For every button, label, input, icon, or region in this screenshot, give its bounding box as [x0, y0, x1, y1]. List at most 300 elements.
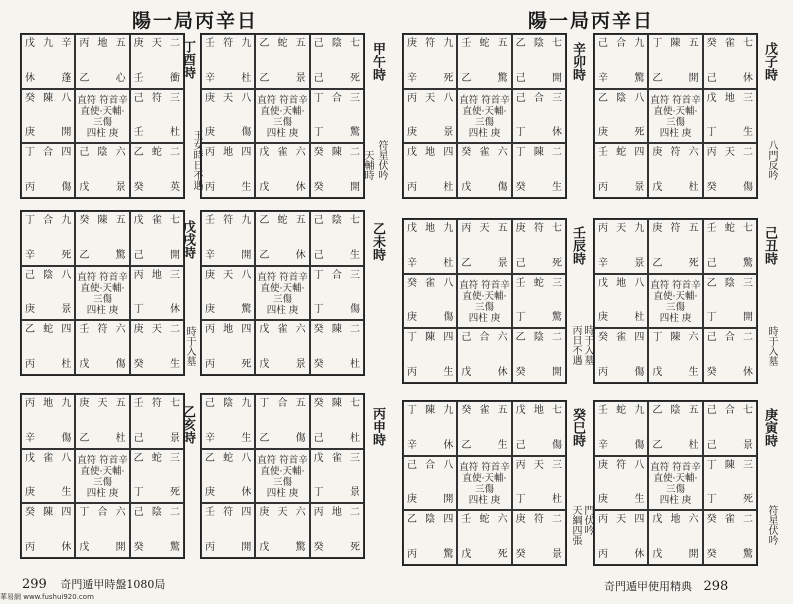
deity: 雀: [277, 147, 288, 159]
palace-cell: [201, 503, 255, 558]
deity: 陳: [533, 147, 544, 159]
earth-stem: 辛: [205, 72, 215, 84]
cell-bottom-row: [707, 312, 753, 323]
palace-cell: [310, 34, 364, 89]
palace-cell: [21, 449, 75, 504]
cell-bottom-row: [461, 367, 507, 378]
door: 杜: [349, 359, 360, 370]
heaven-stem: 壬: [205, 507, 215, 519]
cell-bottom-row: [314, 73, 360, 84]
door: 驚: [634, 72, 645, 84]
earth-stem: 戊: [652, 367, 663, 378]
cell-top-row: [205, 270, 251, 281]
center-mid-b: 辛: [691, 462, 701, 474]
earth-stem: 戊: [461, 182, 472, 193]
center-line: [76, 95, 128, 106]
earth-stem: 乙: [652, 72, 663, 84]
center-top: 直符: [650, 280, 670, 292]
palace-cell: [310, 266, 364, 321]
deity: 合: [533, 92, 544, 104]
center-line: [458, 128, 510, 139]
center-mid-b: 辛: [298, 272, 308, 284]
heaven-stem: 戊: [407, 147, 417, 159]
palace-cell: [594, 34, 648, 89]
cell-top-row: [707, 332, 753, 343]
palace-number: 六: [688, 147, 699, 159]
palace-cell: [21, 266, 75, 321]
earth-stem: 丁: [706, 127, 717, 139]
palace-cell: [512, 219, 566, 274]
palace-cell: [703, 510, 757, 565]
palace-number: 八: [443, 459, 454, 471]
deity: 地: [425, 147, 436, 159]
cell-bottom-row: [707, 440, 753, 451]
center-left: 直使: [462, 291, 482, 303]
door: 傷: [295, 432, 306, 444]
cell-bottom-row: [707, 258, 753, 269]
palace-cell: [594, 143, 648, 198]
center-bot: 四柱: [266, 488, 286, 500]
palace-number: 四: [443, 147, 454, 159]
door: 死: [61, 249, 72, 261]
center-left: 直使: [462, 106, 482, 118]
center-line: [649, 462, 701, 473]
palace-cell: [648, 219, 702, 274]
earth-stem: 癸: [313, 542, 324, 553]
label-yi-wei: 乙未時: [370, 222, 385, 261]
deity: 蛇: [616, 147, 627, 159]
center-bot-b: 庚: [681, 128, 692, 140]
center-right: 三傷: [474, 302, 494, 314]
cell-top-row: [516, 147, 562, 158]
cell-top-row: [314, 38, 360, 49]
chart-grid: [200, 393, 365, 559]
palace-cell: [310, 320, 364, 375]
palace-number: 四: [443, 332, 454, 344]
door: 傷: [497, 182, 508, 193]
door: 杜: [115, 432, 126, 444]
deity: 天: [151, 38, 162, 49]
center-mid-b: 辛: [500, 95, 510, 107]
center-line: 直使·天輔·三傷: [653, 106, 698, 129]
palace-number: 四: [443, 514, 454, 526]
deity: 天: [533, 459, 544, 471]
deity: 蛇: [277, 38, 288, 49]
palace-cell: [310, 449, 364, 504]
center-top-b: 符首: [99, 272, 119, 284]
door: 驚: [115, 249, 126, 261]
deity: 陳: [670, 332, 681, 344]
earth-stem: 癸: [133, 542, 144, 553]
cell-bottom-row: [205, 359, 251, 370]
palace-cell: [403, 456, 457, 511]
earth-stem: 庚: [407, 127, 417, 139]
heaven-stem: 庚: [598, 459, 608, 471]
deity: 陳: [670, 38, 681, 49]
center-bot: 四柱: [659, 495, 679, 507]
heaven-stem: 乙: [133, 147, 144, 159]
door: 開: [115, 542, 126, 553]
earth-stem: 癸: [706, 367, 717, 378]
center-block: [649, 280, 701, 324]
cell-bottom-row: [259, 182, 305, 193]
heaven-stem: 庚: [259, 507, 270, 519]
cell-bottom-row: [407, 494, 453, 505]
heaven-stem: 乙: [515, 38, 526, 49]
heaven-stem: 丙: [461, 223, 472, 234]
palace-number: 八: [61, 452, 72, 464]
deity: 蛇: [724, 223, 735, 234]
door: 死: [634, 127, 645, 139]
center-mid: 天輔: [484, 291, 504, 303]
earth-stem: 乙: [79, 249, 90, 261]
center-line: [458, 495, 510, 506]
palace-cell: [703, 401, 757, 456]
deity: 陳: [425, 405, 436, 416]
heaven-stem: 乙: [598, 92, 608, 104]
earth-stem: 丁: [313, 487, 324, 499]
palace-cell: [512, 510, 566, 565]
cell-top-row: [707, 460, 753, 471]
cell-bottom-row: [652, 367, 698, 378]
center-top: 直符: [77, 272, 97, 284]
deity: 天: [223, 269, 234, 281]
deity: 合: [43, 147, 54, 159]
palace-cell: [21, 89, 75, 144]
cell-top-row: [314, 507, 360, 518]
palace-number: 九: [443, 38, 454, 49]
door: 生: [688, 367, 699, 378]
palace-cell: [594, 456, 648, 511]
center-right: 三傷: [474, 484, 494, 496]
door: 杜: [349, 432, 360, 444]
palace-number: 四: [241, 507, 252, 519]
cell-top-row: [134, 215, 180, 226]
door: 景: [115, 182, 126, 193]
cell-bottom-row: [134, 359, 180, 370]
center-bot-b: 庚: [681, 495, 692, 507]
palace-number: 五: [115, 398, 126, 409]
palace-cell: [255, 394, 309, 449]
deity: 地: [533, 405, 544, 416]
heaven-stem: 己: [205, 398, 215, 409]
earth-stem: 癸: [133, 182, 144, 193]
center-bot-b: 庚: [681, 313, 692, 325]
center-left: 直使: [260, 283, 280, 295]
center-right: 三傷: [92, 294, 112, 306]
heaven-stem: 戊: [259, 324, 270, 336]
palace-number: 六: [497, 147, 508, 159]
palace-cell: [75, 34, 129, 89]
door: 開: [688, 549, 699, 560]
deity: 雀: [151, 215, 162, 226]
center-line: 直使·天輔·三傷: [80, 106, 125, 129]
center-line: [649, 495, 701, 506]
cell-top-row: [516, 405, 562, 416]
cell-top-row: [205, 38, 251, 49]
door: 休: [295, 182, 306, 193]
cell-bottom-row: [205, 127, 251, 138]
cell-top-row: [516, 332, 562, 343]
palace-cell: [457, 401, 511, 456]
cell-top-row: [707, 147, 753, 158]
palace-number: 六: [688, 332, 699, 344]
door: 開: [349, 182, 360, 193]
center-mid: 天輔: [102, 466, 122, 478]
door: 生: [349, 249, 360, 261]
cell-top-row: [314, 215, 360, 226]
palace-cell: [512, 34, 566, 89]
palace-number: 五: [688, 223, 699, 234]
palace-number: 八: [634, 459, 645, 471]
palace-number: 八: [61, 92, 72, 104]
palace-number: 九: [634, 405, 645, 416]
heaven-stem: 丁: [313, 92, 324, 104]
earth-stem: 庚: [25, 487, 35, 499]
center-line: 直使·天輔·三傷: [80, 283, 125, 306]
palace-cell: [703, 274, 757, 329]
deity: 地: [616, 277, 627, 289]
center-right: 三傷: [92, 117, 112, 129]
chart-grid: [402, 400, 567, 566]
earth-stem: 辛: [598, 257, 608, 269]
palace-cell: [201, 211, 255, 266]
door: 死: [742, 494, 753, 506]
earth-stem: 乙: [652, 257, 663, 269]
palace-cell: [130, 503, 184, 558]
chart-grid: [402, 218, 567, 384]
label-menfuyin: 門伏吟: [582, 505, 593, 535]
palace-cell: [457, 510, 511, 565]
chart-grid: [593, 218, 758, 384]
earth-stem: 戊: [79, 542, 90, 553]
center-top-b: 符首: [99, 95, 119, 107]
center-line: 直使·天輔·三傷: [80, 466, 125, 489]
deity: 蛇: [223, 452, 234, 464]
palace-number: 三: [551, 459, 562, 471]
heaven-stem: 戊: [598, 277, 608, 289]
earth-stem: 休: [25, 72, 35, 84]
cell-top-row: [407, 278, 453, 289]
cell-bottom-row: [25, 250, 71, 261]
cell-bottom-row: [79, 182, 125, 193]
earth-stem: 癸: [706, 549, 717, 560]
left-footer: [22, 576, 165, 592]
deity: 合: [724, 405, 735, 416]
heaven-stem: 庚: [133, 324, 144, 336]
cell-bottom-row: [516, 127, 562, 138]
earth-stem: 戊: [652, 182, 663, 193]
heaven-stem: 丁: [313, 269, 324, 281]
door: 休: [443, 439, 454, 451]
door: 驚: [349, 127, 360, 139]
heaven-stem: 壬: [598, 147, 608, 159]
deity: 陳: [43, 507, 54, 519]
door: 杜: [551, 494, 562, 506]
earth-stem: 丙: [25, 542, 35, 553]
deity: 陰: [223, 398, 234, 409]
door: 傷: [349, 304, 360, 316]
center-mid-b: 辛: [298, 95, 308, 107]
door: 休: [169, 304, 180, 316]
heaven-stem: 丙: [598, 514, 608, 526]
palace-number: 三: [169, 269, 180, 281]
cell-top-row: [259, 398, 305, 409]
deity: 雀: [724, 38, 735, 49]
cell-bottom-row: [314, 250, 360, 261]
deity: 天: [616, 514, 627, 526]
center-line: [458, 280, 510, 291]
palace-cell: [255, 503, 309, 558]
center-line: 直使·天輔·三傷: [260, 106, 305, 129]
palace-cell: [75, 143, 129, 198]
palace-number: 七: [742, 38, 753, 49]
cell-top-row: [652, 514, 698, 525]
cell-bottom-row: [598, 312, 644, 323]
palace-number: 五: [497, 405, 508, 416]
center-mid-b: 辛: [298, 455, 308, 467]
center-mid: 天輔: [675, 106, 695, 118]
palace-number: 五: [688, 405, 699, 416]
palace-cell: [21, 211, 75, 266]
cell-bottom-row: [25, 127, 71, 138]
palace-number: 四: [61, 324, 72, 336]
heaven-stem: 癸: [461, 147, 472, 159]
cell-bottom-row: [259, 359, 305, 370]
earth-stem: 丙: [205, 359, 215, 370]
cell-top-row: [407, 405, 453, 416]
palace-number: 六: [497, 514, 508, 526]
center-bot: 四柱: [266, 305, 286, 317]
label-ren-chen: 壬辰時: [570, 226, 585, 265]
cell-bottom-row: [205, 73, 251, 84]
earth-stem: 壬: [133, 127, 144, 139]
cell-bottom-row: [79, 433, 125, 444]
earth-stem: 己: [706, 257, 717, 269]
door: 驚: [295, 542, 306, 553]
door: 景: [295, 359, 306, 370]
cell-bottom-row: [652, 182, 698, 193]
cell-bottom-row: [407, 127, 453, 138]
door: 景: [169, 432, 180, 444]
cell-bottom-row: [707, 367, 753, 378]
palace-number: 六: [115, 147, 126, 159]
palace-number: 三: [349, 92, 360, 104]
heaven-stem: 戊: [133, 215, 144, 226]
deity: 地: [670, 514, 681, 526]
palace-number: 二: [349, 147, 360, 159]
earth-stem: 庚: [598, 127, 608, 139]
door: 生: [497, 439, 508, 451]
earth-stem: 辛: [25, 249, 35, 261]
heaven-stem: 戊: [25, 452, 35, 464]
cell-bottom-row: [461, 549, 507, 560]
palace-number: 九: [634, 223, 645, 234]
earth-stem: 己: [515, 72, 526, 84]
earth-stem: 乙: [461, 439, 472, 451]
deity: 天: [616, 223, 627, 234]
center-top-b: 符首: [672, 462, 692, 474]
deity: 天: [97, 398, 108, 409]
cell-bottom-row: [516, 549, 562, 560]
door: 死: [443, 72, 454, 84]
heaven-stem: 癸: [706, 38, 717, 49]
door: 生: [551, 182, 562, 193]
cell-bottom-row: [205, 487, 251, 498]
cell-bottom-row: [652, 440, 698, 451]
center-left: 直使: [260, 466, 280, 478]
cell-top-row: [25, 93, 71, 104]
deity: 雀: [724, 514, 735, 526]
left-footer-title: 奇門遁甲時盤1080局: [60, 578, 166, 591]
cell-top-row: [707, 223, 753, 234]
center-block: [649, 462, 701, 506]
palace-number: 五: [295, 38, 306, 49]
deity: 陳: [724, 459, 735, 471]
door: 景: [497, 257, 508, 269]
door: 開: [443, 494, 454, 506]
palace-number: 二: [742, 147, 753, 159]
palace-number: 九: [61, 215, 72, 226]
heaven-stem: 乙: [259, 215, 270, 226]
cell-bottom-row: [134, 127, 180, 138]
deity: 符: [616, 459, 627, 471]
palace-cell: [75, 394, 129, 449]
earth-stem: 辛: [25, 432, 35, 444]
right-page-number: 298: [703, 579, 729, 594]
cell-top-row: [652, 147, 698, 158]
deity: 符: [97, 324, 108, 336]
earth-stem: 己: [313, 249, 324, 261]
palace-number: 五: [115, 38, 126, 49]
palace-cell: [255, 320, 309, 375]
earth-stem: 己: [313, 432, 324, 444]
palace-cell: [75, 320, 129, 375]
center-block: [458, 462, 510, 506]
cell-top-row: [407, 38, 453, 49]
earth-stem: 戊: [652, 549, 663, 560]
palace-number: 二: [169, 147, 180, 159]
cell-bottom-row: [25, 487, 71, 498]
earth-stem: 丙: [407, 182, 417, 193]
center-bot: 四柱: [86, 305, 106, 317]
center-line: [458, 462, 510, 473]
deity: 地: [43, 398, 54, 409]
palace-cell: [648, 328, 702, 383]
earth-stem: 丁: [515, 312, 526, 324]
palace-number: 八: [634, 277, 645, 289]
heaven-stem: 庚: [205, 269, 215, 281]
heaven-stem: 丁: [407, 405, 417, 416]
cell-top-row: [134, 38, 180, 49]
cell-top-row: [516, 278, 562, 289]
palace-number: 三: [169, 92, 180, 104]
cell-top-row: [516, 93, 562, 104]
heaven-stem: 丁: [407, 332, 417, 344]
palace-number: 二: [742, 332, 753, 344]
deity: 地: [724, 92, 735, 104]
center-mid: 天輔: [102, 283, 122, 295]
center-bot-b: 庚: [108, 488, 119, 500]
palace-number: 三: [551, 277, 562, 289]
palace-cell: [255, 449, 309, 504]
heaven-stem: 己: [79, 147, 90, 159]
cell-top-row: [79, 324, 125, 335]
cell-top-row: [598, 460, 644, 471]
cell-bottom-row: [134, 250, 180, 261]
deity: 符: [223, 38, 234, 49]
palace-number: 七: [169, 215, 180, 226]
